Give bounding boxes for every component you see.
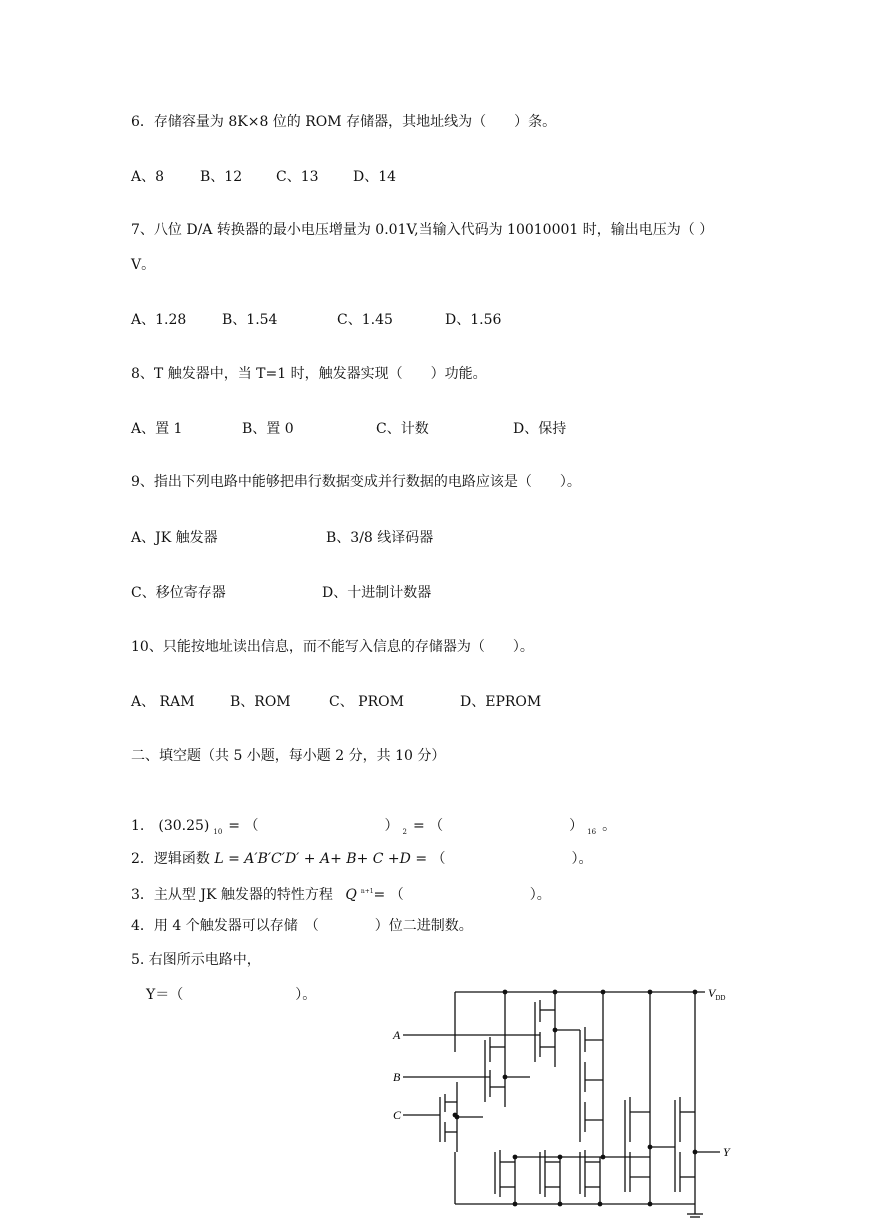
fill2-expression: L = A′B′C′D′ + A+ B+ C +D xyxy=(214,851,411,867)
input-c-label: C xyxy=(393,1108,402,1122)
q6-option-a: A、8 xyxy=(131,169,165,185)
q7-option-d: D、1.56 xyxy=(445,312,502,328)
cmos-circuit-diagram xyxy=(385,982,745,1222)
fill-question-2 xyxy=(131,850,593,868)
q6-option-b: B、12 xyxy=(200,169,243,185)
q9-option-a: A、JK 触发器 xyxy=(131,530,218,546)
fill-question-5-answer: Y＝（ ）。 xyxy=(146,987,317,1003)
q10-option-a: A、 RAM xyxy=(131,694,195,710)
q9-option-d: D、十进制计数器 xyxy=(322,585,432,601)
fill-question-1 xyxy=(131,817,616,841)
fill-question-5-stem: 5. 右图所示电路中， xyxy=(131,952,261,968)
fill-question-3 xyxy=(131,883,551,904)
q6-option-c: C、13 xyxy=(276,169,319,185)
q7-option-a: A、1.28 xyxy=(131,312,187,328)
fill1-end: 。 xyxy=(602,818,617,834)
fill1-blank-binary: = （ ） xyxy=(228,818,399,834)
fill2-prefix: 2．逻辑函数 xyxy=(131,851,210,867)
q8-option-b: B、置 0 xyxy=(242,421,294,437)
fill1-base-2: 2 xyxy=(402,828,407,836)
fill3-prefix: 3．主从型 JK 触发器的特性方程 xyxy=(131,887,333,903)
question-8-stem: 8、T 触发器中，当 T=1 时，触发器实现（ ）功能。 xyxy=(131,366,487,382)
input-b-label: B xyxy=(393,1070,401,1084)
question-7-stem: 7、八位 D/A 转换器的最小电压增量为 0.01V,当输入代码为 10010001 时，输出电压为（ ） xyxy=(131,222,714,238)
q10-option-d: D、EPROM xyxy=(460,694,542,710)
question-10-stem: 10、只能按地址读出信息，而不能写入信息的存储器为（ ）。 xyxy=(131,639,534,655)
question-9-stem: 9、指出下列电路中能够把串行数据变成并行数据的电路应该是（ ）。 xyxy=(131,474,581,490)
q7-option-c: C、1.45 xyxy=(337,312,393,328)
vdd-label: $V_{DD}$ xyxy=(708,986,726,1002)
fill3-q-symbol: Q xyxy=(345,887,357,903)
q9-option-b: B、3/8 线译码器 xyxy=(326,530,434,546)
question-6-stem: 6．存储容量为 8K×8 位的 ROM 存储器，其地址线为（ ）条。 xyxy=(131,114,557,130)
q10-option-b: B、ROM xyxy=(230,694,291,710)
q8-option-a: A、置 1 xyxy=(131,421,183,437)
fill1-prefix: 1. (30.25) xyxy=(131,818,210,834)
q8-option-c: C、计数 xyxy=(376,421,429,437)
output-y-label: Y xyxy=(723,1145,730,1159)
q7-option-b: B、1.54 xyxy=(222,312,278,328)
fill-question-4: 4．用 4 个触发器可以存储 （ ）位二进制数。 xyxy=(131,918,473,934)
input-a-label: A xyxy=(393,1028,401,1042)
fill2-blank: = （ ）。 xyxy=(415,851,593,867)
q8-option-d: D、保持 xyxy=(513,421,567,437)
fill3-q-superscript: n+1 xyxy=(360,888,374,895)
fill1-base-10: 10 xyxy=(213,828,223,836)
fill1-blank-hex: = （ ） xyxy=(412,818,584,834)
question-7-stem-cont: V。 xyxy=(131,257,156,273)
q9-option-c: C、移位寄存器 xyxy=(131,585,226,601)
fill3-blank: = （ ）。 xyxy=(373,887,551,903)
q10-option-c: C、 PROM xyxy=(329,694,404,710)
q6-option-d: D、14 xyxy=(353,169,397,185)
section-2-heading: 二、填空题（共 5 小题，每小题 2 分，共 10 分） xyxy=(131,748,446,764)
fill1-base-16: 16 xyxy=(587,828,597,836)
